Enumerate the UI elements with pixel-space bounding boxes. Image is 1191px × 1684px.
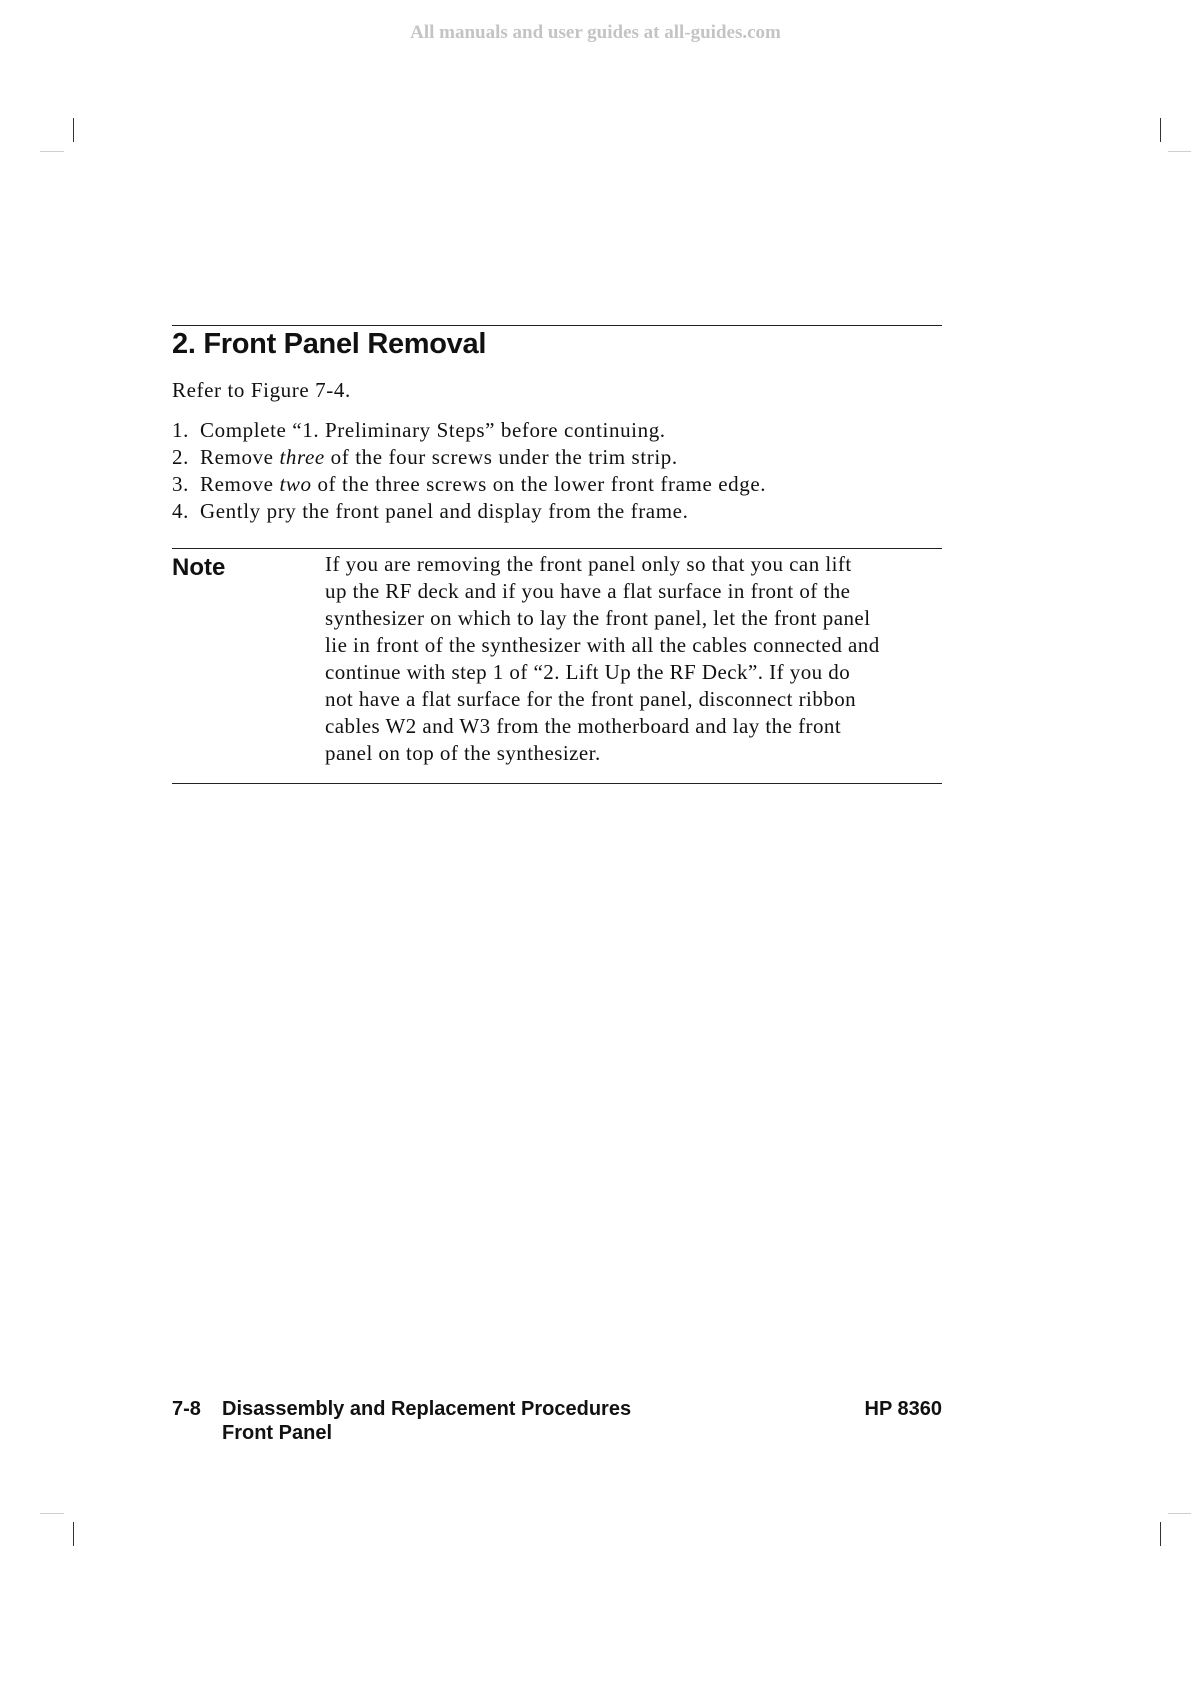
note-line: If you are removing the front panel only so that you can lift — [325, 552, 852, 576]
step-item: 1. Complete “1. Preliminary Steps” before continuing. — [172, 418, 666, 442]
step-item: 2. Remove three of the four screws under the trim strip. — [172, 445, 678, 469]
procedure-steps — [172, 417, 766, 525]
crop-mark-bottom-left-h — [40, 1513, 64, 1514]
step-item: 4. Gently pry the front panel and display from the frame. — [172, 499, 689, 523]
footer-section-title: Front Panel — [222, 1422, 333, 1444]
emphasis-two: two — [279, 472, 312, 496]
note-line: not have a flat surface for the front panel, disconnect ribbon — [325, 687, 857, 711]
note-bottom-rule — [172, 783, 942, 784]
chapter-title: Disassembly and Replacement Procedures — [222, 1398, 632, 1420]
note-line: lie in front of the synthesizer with all the cables connected and — [325, 633, 880, 657]
step-item: 3. Remove two of the three screws on the lower front frame edge. — [172, 472, 767, 496]
note-top-rule — [172, 548, 942, 549]
section-title: 2. Front Panel Removal — [172, 328, 487, 360]
crop-mark-top-left-h — [40, 151, 64, 152]
section-top-rule — [172, 325, 942, 326]
crop-mark-bottom-right-h — [1168, 1513, 1191, 1514]
note-line: up the RF deck and if you have a flat surface in front of the — [325, 579, 851, 603]
crop-mark-top-left — [73, 118, 74, 142]
page-number: 7-8 — [172, 1398, 201, 1420]
product-model: HP 8360 — [864, 1398, 942, 1420]
note-line: synthesizer on which to lay the front panel, let the front panel — [325, 606, 871, 630]
note-line: panel on top of the synthesizer. — [325, 741, 601, 765]
figure-reference: Refer to Figure 7-4. — [172, 378, 351, 402]
note-body — [325, 551, 943, 767]
crop-mark-bottom-right — [1160, 1522, 1161, 1546]
note-line: cables W2 and W3 from the motherboard and lay the front — [325, 714, 842, 738]
crop-mark-bottom-left — [73, 1522, 74, 1546]
crop-mark-top-right — [1160, 118, 1161, 142]
emphasis-three: three — [279, 445, 325, 469]
watermark: All manuals and user guides at all-guides.com — [410, 22, 781, 43]
crop-mark-top-right-h — [1168, 151, 1191, 152]
note-label: Note — [172, 554, 226, 581]
note-line: continue with step 1 of “2. Lift Up the RF Deck”. If you do — [325, 660, 851, 684]
